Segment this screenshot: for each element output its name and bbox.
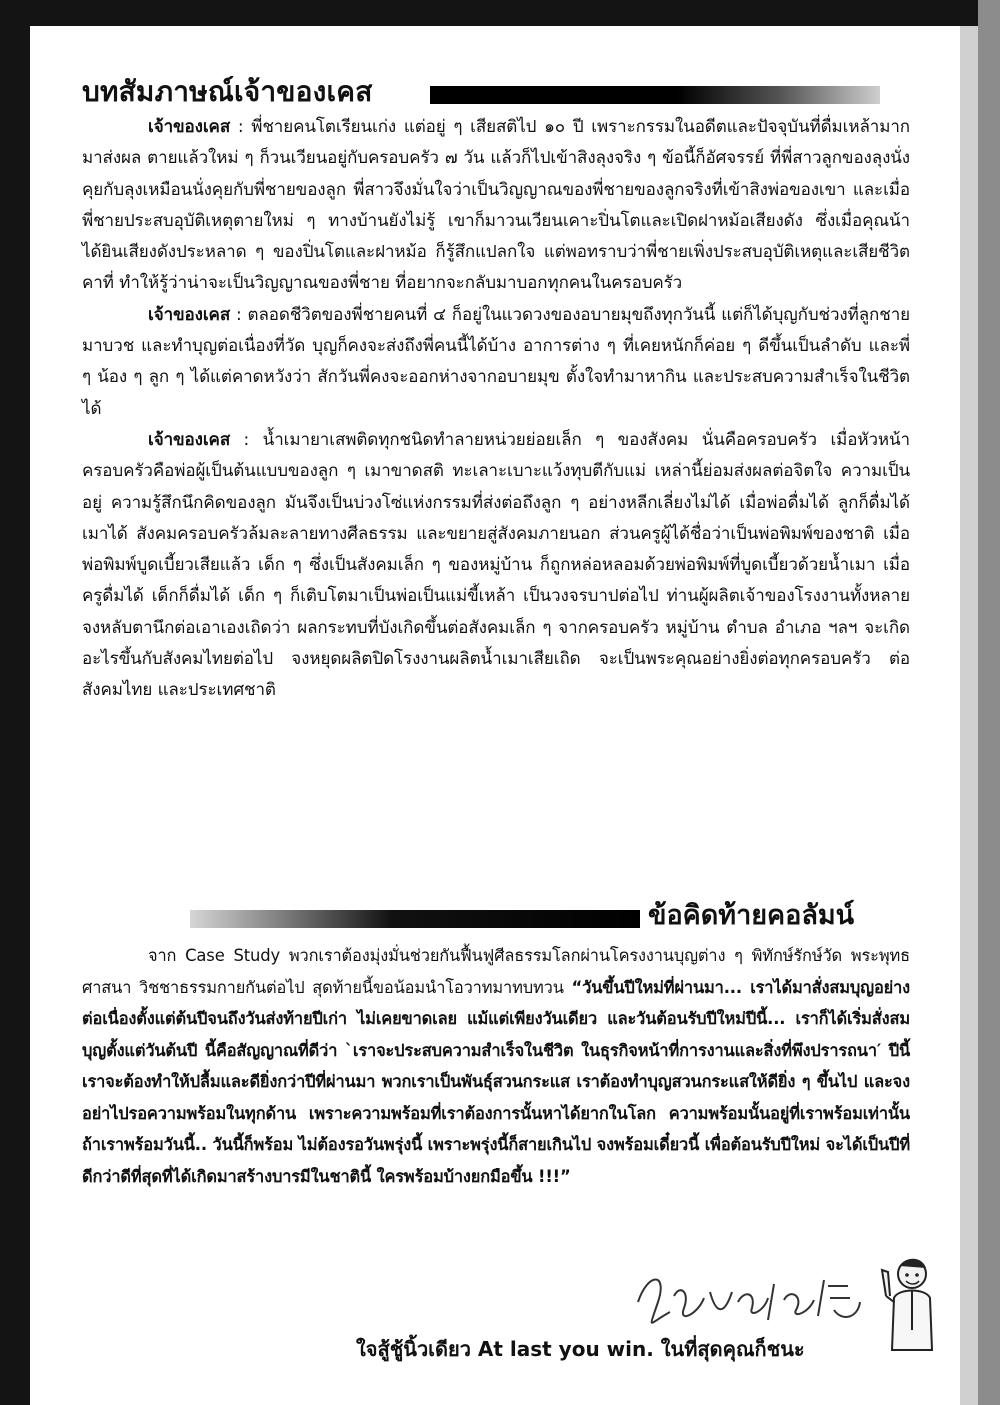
- closing-decoration-bar: [190, 910, 640, 928]
- speaker-label: เจ้าของเคส: [148, 429, 231, 450]
- interview-paragraph: [82, 425, 910, 707]
- paragraph-text: : พี่ชายคนโตเรียนเก่ง แต่อยู่ ๆ เสียสติไป ๑๐ ปี เพราะกรรมในอดีตและปัจจุบันที่ดื่มเหล้ามากมาส่งผล ตายแล้วใหม่ ๆ ก็วนเวียนอยู่กับครอบครัว ๗ วัน แล้วก็ไปเข้าสิงลุงจริง ๆ ข้อนี้ก็อัศจรรย์ ที่พี่สาวลูกของลุงนั่งคุยกับลุงเหมือนนั่งคุยกับพี่ชายของลูก พี่สาวจึงมั่นใจว่าเป็นวิญญาณของพี่ชายของลูกจริงที่เข้าสิงพ่อของเขา และเมื่อพี่ชายประสบอุบัติเหตุตายใหม่ ๆ ทางบ้านยังไม่รู้ เขาก็มาวนเวียนเคาะปิ่นโตและเปิดฝาหม้อเสียงดัง ซึ่งเมื่อคุณน้าได้ยินเสียงดังประหลาด ๆ ของปิ่นโตและฝาหม้อ ก็รู้สึกแปลกใจ แต่พอทราบว่าพี่ชายเพิ่งประสบอุบัติเหตุและเสียชีวิตคาที่ ทำให้รู้ว่าน่าจะเป็นวิญญาณของพี่ชาย ที่อยากจะกลับมาบอกทุกคนในครอบครัว: [82, 117, 910, 294]
- left-border: [0, 0, 30, 1405]
- speaker-label: เจ้าของเคส: [148, 117, 231, 137]
- mascot-illustration: [876, 1250, 944, 1360]
- handwritten-signature: [628, 1262, 868, 1332]
- closing-quote: “วันขึ้นปีใหม่ที่ผ่านมา... เราได้มาสั่งสมบุญอย่างต่อเนื่องตั้งแต่ต้นปีจนถึงวันส่งท้ายปีเก่า ไม่เคยขาดเลย แม้แต่เพียงวันเดียว และวันต้อนรับปีใหม่ปีนี้... เราก็ได้เริ่มสั่งสมบุญตั้งแต่วันต้นปี นี้คือสัญญาณที่ดีว่า `เราจะประสบความสำเร็จในชีวิต ในธุรกิจหน้าที่การงานและสิ่งที่พึงปรารถนา′ ปีนี้เราจะต้องทำให้ปลื้มและดียิ่งกว่าปีที่ผ่านมา พวกเราเป็นพันธุ์สวนกระแส เราต้องทำบุญสวนกระแสให้ดียิ่ง ๆ ขึ้นไป และจงอย่าไปรอความพร้อมในทุกด้าน เพราะความพร้อมที่เราต้องการนั้นหาได้ยากในโลก ความพร้อมนั้นอยู่ที่เราพร้อมเท่านั้น ถ้าเราพร้อมวันนี้.. วันนี้ก็พร้อม ไม่ต้องรอวันพรุ่งนี้ เพราะพรุ่งนี้ก็สายเกินไป จงพร้อมเดี๋ยวนี้ เพื่อต้อนรับปีใหม่ จะได้เป็นปีที่ดีกว่าดีที่สุดที่ได้เกิดมาสร้างบารมีในชาตินี้ ใครพร้อมบ้างยกมือขึ้น !!!”: [82, 977, 911, 1186]
- right-border: [978, 0, 1000, 1405]
- title-decoration-bar: [430, 86, 880, 104]
- paragraph-text: : ตลอดชีวิตของพี่ชายคนที่ ๔ ก็อยู่ในแวดวงของอบายมุขถึงทุกวันนี้ แต่ก็ได้บุญกับช่วงที่ลูกชายมาบวช และทำบุญต่อเนื่องที่วัด บุญก็คงจะส่งถึงพี่คนนี้ได้บ้าง อาการต่าง ๆ ที่เคยหนักก็ค่อย ๆ ดีขึ้นเป็นลำดับ และพี่ ๆ น้อง ๆ ลูก ๆ ได้แต่คาดหวังว่า สักวันพี่คงจะออกห่างจากอบายมุข ตั้งใจทำมาหากิน และประสบความสำเร็จในชีวิตได้: [82, 304, 910, 419]
- paragraph-text: : น้ำเมายาเสพติดทุกชนิดทำลายหน่วยย่อยเล็ก ๆ ของสังคม นั่นคือครอบครัว เมื่อหัวหน้าครอบครัวคือพ่อผู้เป็นต้นแบบของลูก ๆ เมาขาดสติ ทะเลาะเบาะแว้งทุบตีกับแม่ เหล่านี้ย่อมส่งผลต่อจิตใจ ความเป็นอยู่ ความรู้สึกนึกคิดของลูก มันจึงเป็นบ่วงโซ่แห่งกรรมที่ส่งต่อถึงลูก ๆ อย่างหลีกเลี่ยงไม่ได้ เมื่อพ่อดื่มได้ ลูกก็ดื่มได้ เมาได้ สังคมครอบครัวล้มละลายทางศีลธรรม และขยายสู่สังคมภายนอก ส่วนครูผู้ได้ชื่อว่าเป็นพ่อพิมพ์ของชาติ เมื่อพ่อพิมพ์บูดเบี้ยวเสียแล้ว เด็ก ๆ ซึ่งเป็นสังคมเล็ก ๆ ของหมู่บ้าน ก็ถูกหล่อหลอมด้วยพ่อพิมพ์ที่บูดเบี้ยวด้วยน้ำเมา เมื่อครูดื่มได้ เด็กก็ดื่มได้ เด็ก ๆ ก็เติบโตมาเป็นพ่อเป็นแม่ขี้เหล้า เป็นวงจรบาปต่อไป ท่านผู้ผลิตเจ้าของโรงงานทั้งหลายจงหลับตานึกต่อเอาเองเถิดว่า ผลกระทบที่บังเกิดขึ้นต่อสังคมเล็ก ๆ จากครอบครัว หมู่บ้าน ตำบล อำเภอ ฯลฯ จะเกิดอะไรขึ้นกับสังคมไทยต่อไป จงหยุดผลิตปิดโรงงานผลิตน้ำเมาเสียเถิด จะเป็นพระคุณอย่างยิ่งต่อทุกครอบครัว ต่อสังคมไทย และประเทศชาติ: [82, 429, 910, 701]
- interview-paragraph: [82, 300, 910, 425]
- closing-paragraph: [82, 940, 910, 1192]
- closing-slogan: ใจสู้ชู้นิ้วเดียว At last you win. ในที่สุดคุณก็ชนะ: [356, 1337, 805, 1361]
- interview-title: บทสัมภาษณ์เจ้าของเคส: [82, 75, 373, 108]
- closing-title: ข้อคิดท้ายคอลัมน์: [648, 900, 855, 931]
- interview-paragraph: [82, 112, 910, 300]
- speaker-label: เจ้าของเคส: [148, 304, 231, 325]
- right-border-inner: [960, 26, 978, 1405]
- interview-body: [82, 112, 910, 707]
- top-border: [0, 0, 1000, 26]
- closing-intro: จาก Case Study พวกเราต้องมุ่งมั่นช่วยกันฟื้นฟูศีลธรรมโลกผ่านโครงงานบุญต่าง ๆ พิทักษ์รักษ์วัด พระพุทธศาสนา วิชชาธรรมกายกันต่อไป สุดท้ายนี้ขอน้อมนำโอวาทมาทบทวน: [82, 946, 910, 997]
- closing-body: [82, 940, 910, 1192]
